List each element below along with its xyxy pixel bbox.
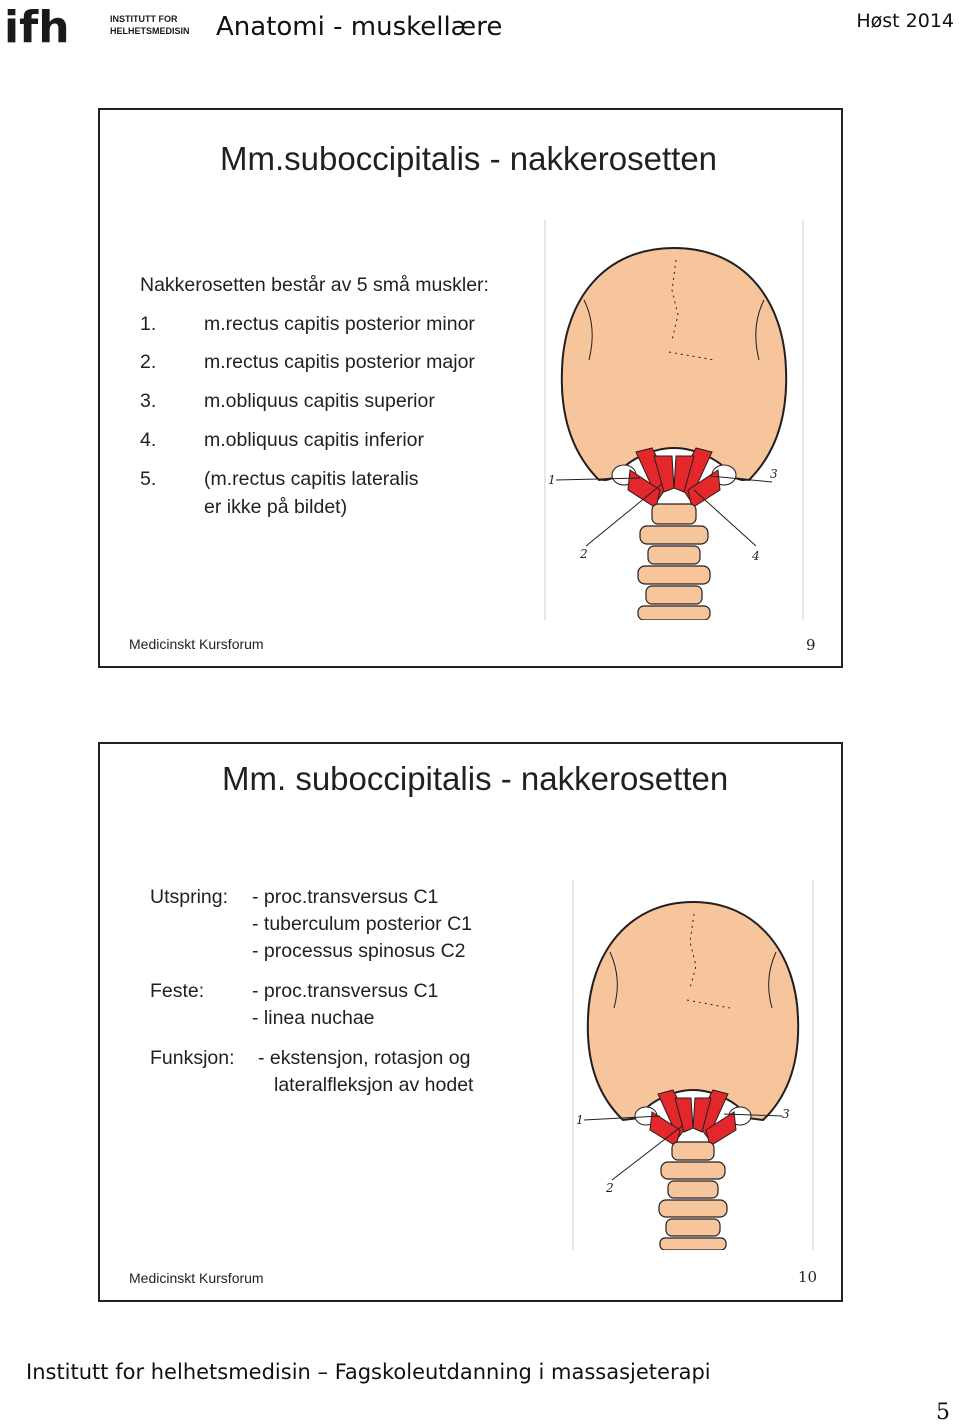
- list-item: 3. m.obliquus capitis superior: [140, 390, 435, 412]
- skull-neck-illustration: [544, 220, 804, 620]
- figure-label: 2: [580, 547, 588, 561]
- page-number: 5: [936, 1400, 950, 1425]
- logo-org-line1: INSTITUTT FOR: [110, 14, 178, 24]
- utspring-line: - proc.transversus C1: [252, 886, 439, 908]
- slide-footer: Medicinskt Kursforum: [129, 1270, 264, 1286]
- logo-letters: ifh: [4, 2, 70, 53]
- slide-10: [98, 742, 843, 1302]
- feste-label: Feste:: [150, 980, 205, 1002]
- figure-label: 3: [782, 1107, 790, 1121]
- ifh-logo-graphic: [0, 0, 200, 54]
- funksjon-line: - ekstensjon, rotasjon og: [258, 1047, 471, 1069]
- funksjon-label: Funksjon:: [150, 1047, 235, 1069]
- list-item: 5. (m.rectus capitis lateralis: [140, 468, 419, 490]
- slide-footer: Medicinskt Kursforum: [129, 636, 264, 652]
- utspring-line: - processus spinosus C2: [252, 940, 466, 962]
- slide-number: 9: [806, 636, 816, 654]
- skull-neck-illustration: [572, 880, 814, 1250]
- feste-line: - proc.transversus C1: [252, 980, 439, 1002]
- funksjon-line: lateralfleksjon av hodet: [274, 1074, 474, 1096]
- document-title: Anatomi - muskellære: [216, 12, 503, 42]
- list-item: 1. m.rectus capitis posterior minor: [140, 313, 475, 335]
- page-footer: Institutt for helhetsmedisin – Fagskoleutdanning i massasjeterapi: [26, 1360, 711, 1384]
- utspring-line: - tuberculum posterior C1: [252, 913, 473, 935]
- ifh-logo: [0, 0, 200, 54]
- list-item: 2. m.rectus capitis posterior major: [140, 351, 475, 373]
- list-item: 4. m.obliquus capitis inferior: [140, 429, 425, 451]
- logo-org-line2: HELHETSMEDISIN: [110, 26, 190, 36]
- document-term: Høst 2014: [856, 10, 954, 32]
- slide-9: [98, 108, 843, 668]
- figure-label: 2: [606, 1181, 614, 1195]
- slide-intro: Nakkerosetten består av 5 små muskler:: [140, 274, 489, 296]
- feste-line: - linea nuchae: [252, 1007, 375, 1029]
- slide-title: Mm.suboccipitalis - nakkerosetten: [220, 140, 718, 177]
- figure-label: 1: [576, 1113, 584, 1127]
- slide-title: Mm. suboccipitalis - nakkerosetten: [222, 760, 729, 797]
- figure-label: 3: [770, 467, 778, 481]
- list-item-continuation: er ikke på bildet): [204, 496, 348, 518]
- utspring-label: Utspring:: [150, 886, 229, 908]
- figure-label: 4: [752, 549, 760, 563]
- figure-label: 1: [548, 473, 556, 487]
- slide-number: 10: [798, 1268, 818, 1286]
